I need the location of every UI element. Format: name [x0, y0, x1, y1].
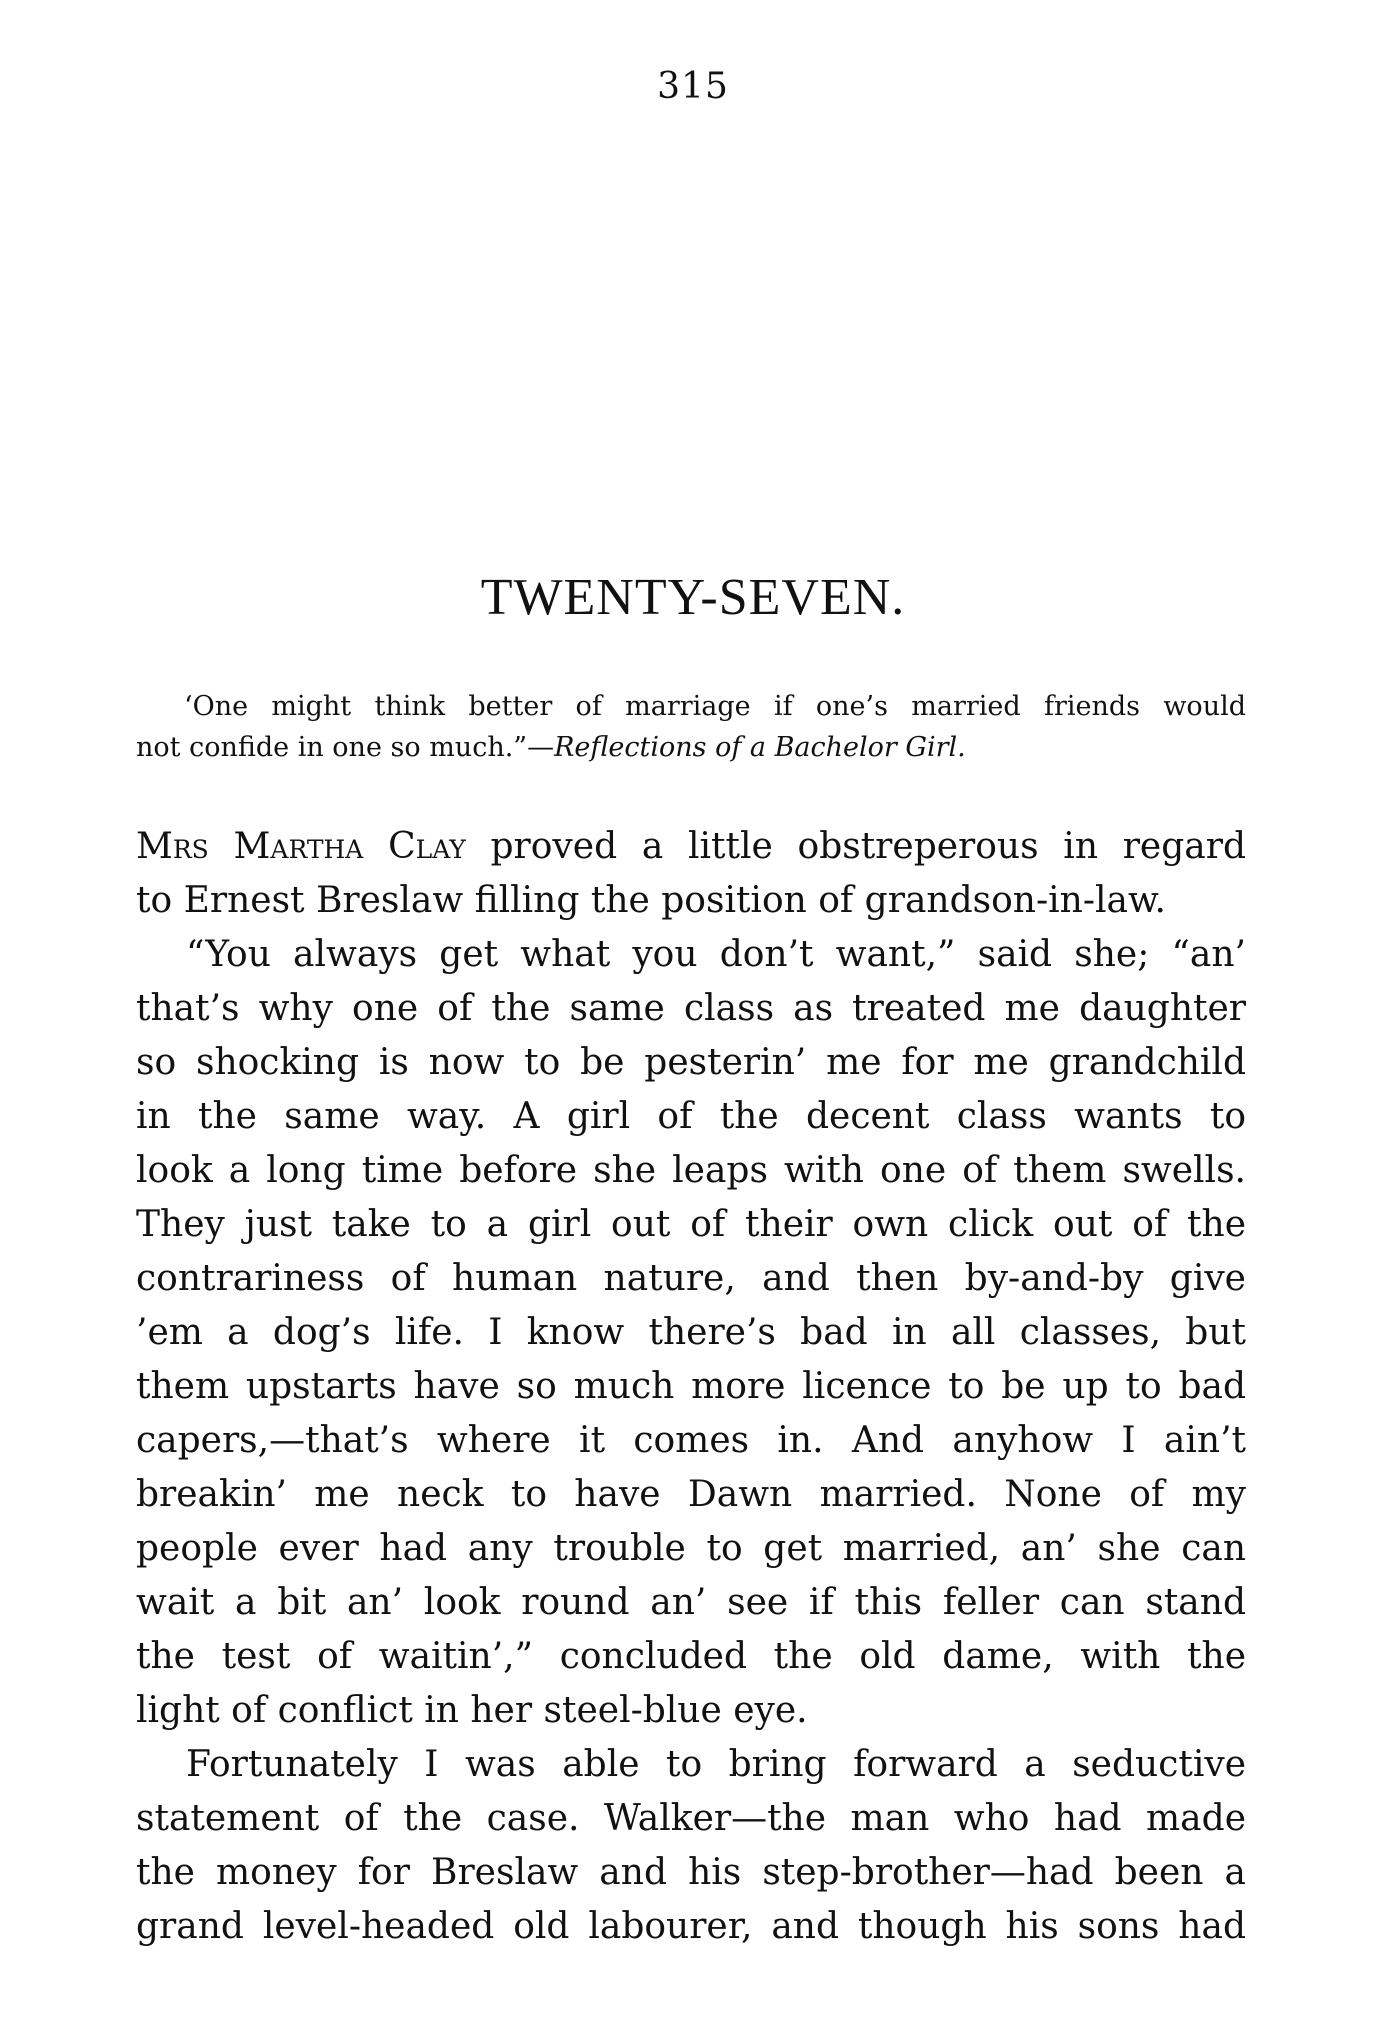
paragraph-line: contrariness of human nature, and then by-and-by give	[136, 1258, 1246, 1299]
paragraph-line: look a long time before she leaps with one of them swells.	[136, 1150, 1246, 1191]
chapter-title: TWENTY-SEVEN.	[480, 569, 906, 626]
paragraph-line: wait a bit an’ look round an’ see if this feller can stand	[136, 1582, 1246, 1623]
epigraph-line-2	[136, 727, 1246, 768]
paragraph-line: to Ernest Breslaw filling the position of grandson-in-law.	[136, 880, 1166, 921]
paragraph-line: people ever had any trouble to get married, an’ she can	[136, 1528, 1246, 1569]
paragraph-line: They just take to a girl out of their own click out of the	[136, 1204, 1246, 1245]
epigraph	[136, 686, 1246, 768]
paragraph-line: Mrs Martha Clay proved a little obstreperous in regard	[136, 826, 1246, 867]
paragraph-line: the test of waitin’,” concluded the old dame, with the	[136, 1636, 1246, 1677]
epigraph-quote-end: not confide in one so much.”—	[136, 732, 555, 763]
paragraph-line: grand level-headed old labourer, and though his sons had	[136, 1906, 1246, 1947]
epigraph-line-1: ‘One might think better of marriage if one’s married friends would	[184, 691, 1246, 722]
paragraph-line: light of conflict in her steel-blue eye.	[136, 1690, 808, 1731]
page-number: 315	[657, 66, 729, 107]
epigraph-source: Reflections of a Bachelor Girl.	[554, 732, 966, 763]
paragraph-line: statement of the case. Walker—the man who had made	[136, 1798, 1246, 1839]
paragraph-line: capers,—that’s where it comes in. And anyhow I ain’t	[136, 1420, 1246, 1461]
paragraph-line: in the same way. A girl of the decent class wants to	[136, 1096, 1246, 1137]
paragraph-line: “You always get what you don’t want,” said she; “an’	[186, 934, 1246, 975]
paragraph-line: ’em a dog’s life. I know there’s bad in all classes, but	[136, 1312, 1246, 1353]
paragraph-line: the money for Breslaw and his step-brother—had been a	[136, 1852, 1246, 1893]
character-name: Mrs Martha Clay	[136, 826, 466, 867]
paragraph-line: that’s why one of the same class as treated me daughter	[136, 988, 1246, 1029]
paragraph-line: Fortunately I was able to bring forward a seductive	[186, 1744, 1246, 1785]
body-text	[136, 820, 1246, 1954]
paragraph-line: so shocking is now to be pesterin’ me for me grandchild	[136, 1042, 1246, 1083]
paragraph-line: breakin’ me neck to have Dawn married. None of my	[136, 1474, 1246, 1515]
paragraph-line: them upstarts have so much more licence to be up to bad	[136, 1366, 1246, 1407]
